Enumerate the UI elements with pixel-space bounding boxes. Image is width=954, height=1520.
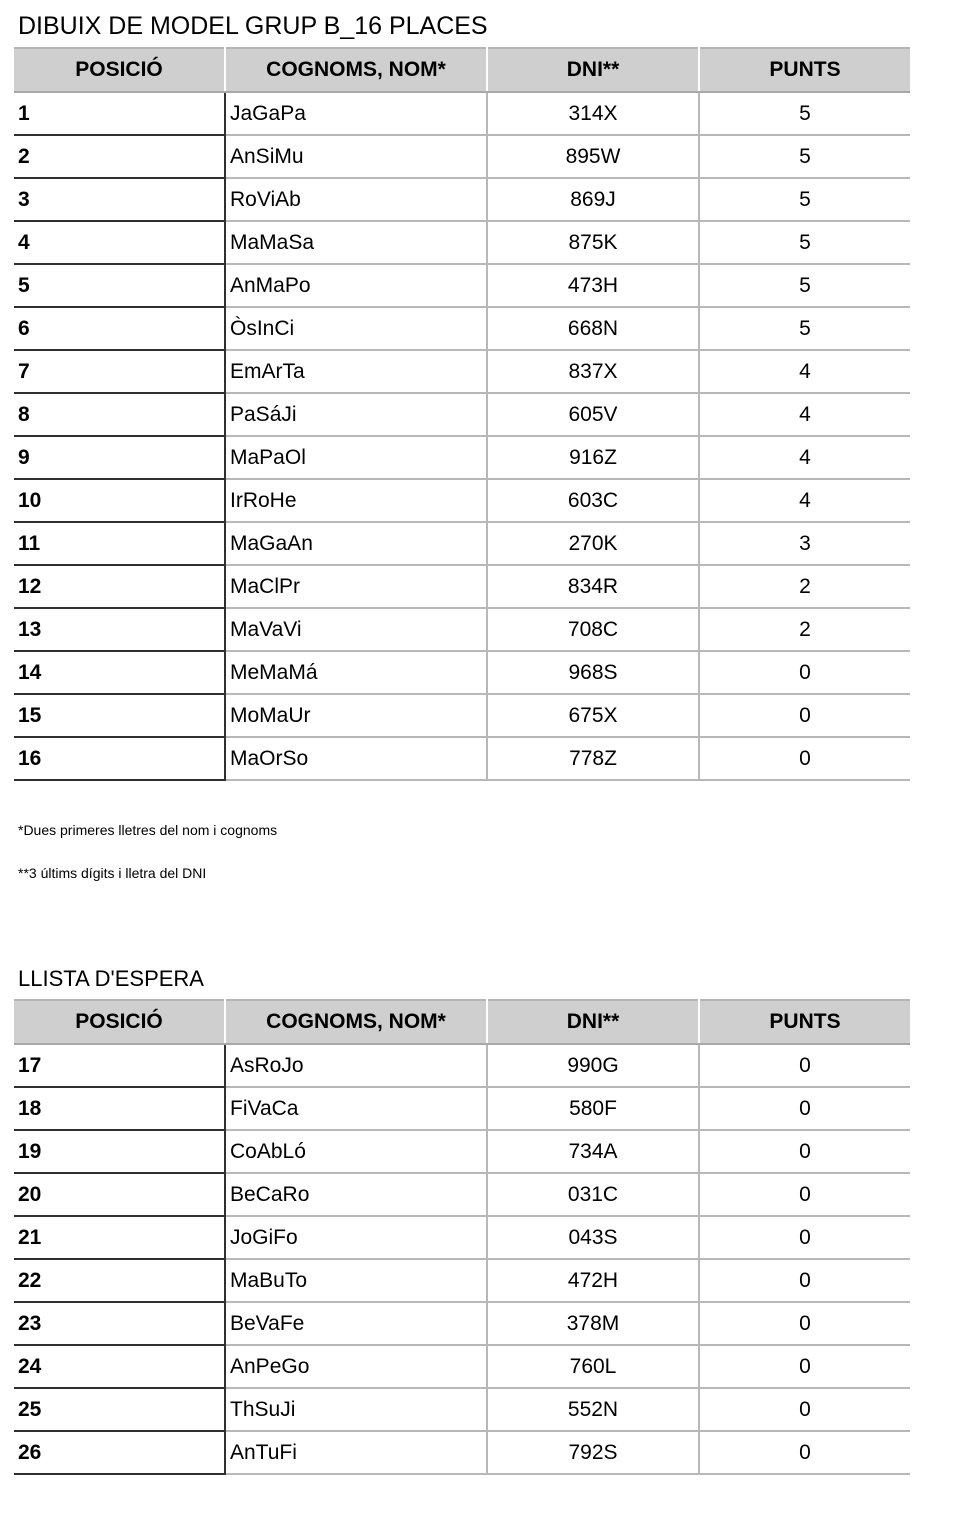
cell-punts: 0 bbox=[699, 737, 910, 780]
cell-punts: 0 bbox=[699, 1388, 910, 1431]
main-table-title: DIBUIX DE MODEL GRUP B_16 PLACES bbox=[18, 12, 488, 40]
cell-dni: 552N bbox=[487, 1388, 699, 1431]
table-row bbox=[14, 737, 910, 780]
cell-dni: 895W bbox=[487, 135, 699, 178]
cell-dni: 837X bbox=[487, 350, 699, 393]
cell-cognoms-nom: MaGaAn bbox=[225, 522, 487, 565]
cell-punts: 0 bbox=[699, 1087, 910, 1130]
cell-punts: 4 bbox=[699, 393, 910, 436]
table-row bbox=[14, 694, 910, 737]
cell-posicio: 25 bbox=[14, 1388, 225, 1431]
cell-punts: 2 bbox=[699, 565, 910, 608]
cell-cognoms-nom: PaSáJi bbox=[225, 393, 487, 436]
cell-cognoms-nom: MaPaOl bbox=[225, 436, 487, 479]
cell-cognoms-nom: EmArTa bbox=[225, 350, 487, 393]
cell-dni: 708C bbox=[487, 608, 699, 651]
cell-posicio: 26 bbox=[14, 1431, 225, 1474]
cell-cognoms-nom: AnPeGo bbox=[225, 1345, 487, 1388]
cell-punts: 4 bbox=[699, 350, 910, 393]
cell-dni: 043S bbox=[487, 1216, 699, 1259]
cell-cognoms-nom: MaClPr bbox=[225, 565, 487, 608]
header-dni: DNI** bbox=[487, 1000, 699, 1044]
header-punts: PUNTS bbox=[699, 48, 910, 92]
cell-punts: 5 bbox=[699, 92, 910, 135]
cell-dni: 734A bbox=[487, 1130, 699, 1173]
cell-cognoms-nom: AsRoJo bbox=[225, 1044, 487, 1087]
cell-posicio: 11 bbox=[14, 522, 225, 565]
cell-punts: 0 bbox=[699, 1173, 910, 1216]
cell-punts: 5 bbox=[699, 135, 910, 178]
cell-posicio: 2 bbox=[14, 135, 225, 178]
cell-dni: 834R bbox=[487, 565, 699, 608]
cell-punts: 0 bbox=[699, 1044, 910, 1087]
cell-cognoms-nom: MaVaVi bbox=[225, 608, 487, 651]
main-ranking-table bbox=[14, 47, 910, 781]
cell-dni: 778Z bbox=[487, 737, 699, 780]
cell-posicio: 17 bbox=[14, 1044, 225, 1087]
cell-posicio: 6 bbox=[14, 307, 225, 350]
table-row bbox=[14, 1302, 910, 1345]
table-row bbox=[14, 1130, 910, 1173]
table-row bbox=[14, 436, 910, 479]
cell-dni: 378M bbox=[487, 1302, 699, 1345]
table-row bbox=[14, 1388, 910, 1431]
cell-cognoms-nom: MeMaMá bbox=[225, 651, 487, 694]
cell-cognoms-nom: BeVaFe bbox=[225, 1302, 487, 1345]
cell-dni: 916Z bbox=[487, 436, 699, 479]
cell-dni: 675X bbox=[487, 694, 699, 737]
cell-posicio: 18 bbox=[14, 1087, 225, 1130]
cell-cognoms-nom: AnTuFi bbox=[225, 1431, 487, 1474]
cell-posicio: 13 bbox=[14, 608, 225, 651]
cell-posicio: 20 bbox=[14, 1173, 225, 1216]
footnote-dni: **3 últims dígits i lletra del DNI bbox=[18, 865, 207, 881]
cell-cognoms-nom: JaGaPa bbox=[225, 92, 487, 135]
cell-cognoms-nom: MaBuTo bbox=[225, 1259, 487, 1302]
cell-punts: 0 bbox=[699, 651, 910, 694]
cell-posicio: 9 bbox=[14, 436, 225, 479]
cell-cognoms-nom: AnSiMu bbox=[225, 135, 487, 178]
cell-punts: 0 bbox=[699, 1431, 910, 1474]
cell-cognoms-nom: CoAbLó bbox=[225, 1130, 487, 1173]
cell-punts: 5 bbox=[699, 307, 910, 350]
cell-posicio: 16 bbox=[14, 737, 225, 780]
cell-posicio: 14 bbox=[14, 651, 225, 694]
cell-posicio: 10 bbox=[14, 479, 225, 522]
waiting-list-title: LLISTA D'ESPERA bbox=[18, 966, 204, 991]
cell-punts: 0 bbox=[699, 1259, 910, 1302]
cell-posicio: 5 bbox=[14, 264, 225, 307]
cell-cognoms-nom: ÒsInCi bbox=[225, 307, 487, 350]
cell-dni: 314X bbox=[487, 92, 699, 135]
cell-posicio: 3 bbox=[14, 178, 225, 221]
cell-dni: 668N bbox=[487, 307, 699, 350]
cell-dni: 760L bbox=[487, 1345, 699, 1388]
cell-punts: 2 bbox=[699, 608, 910, 651]
footnote-name: *Dues primeres lletres del nom i cognoms bbox=[18, 822, 278, 838]
cell-punts: 4 bbox=[699, 436, 910, 479]
cell-cognoms-nom: BeCaRo bbox=[225, 1173, 487, 1216]
table-row bbox=[14, 350, 910, 393]
table-row bbox=[14, 135, 910, 178]
cell-punts: 5 bbox=[699, 221, 910, 264]
header-row bbox=[14, 48, 910, 92]
cell-posicio: 21 bbox=[14, 1216, 225, 1259]
cell-cognoms-nom: MaMaSa bbox=[225, 221, 487, 264]
cell-punts: 0 bbox=[699, 694, 910, 737]
header-dni: DNI** bbox=[487, 48, 699, 92]
cell-posicio: 23 bbox=[14, 1302, 225, 1345]
cell-dni: 792S bbox=[487, 1431, 699, 1474]
cell-punts: 0 bbox=[699, 1302, 910, 1345]
cell-posicio: 24 bbox=[14, 1345, 225, 1388]
cell-cognoms-nom: FiVaCa bbox=[225, 1087, 487, 1130]
header-posicio: POSICIÓ bbox=[14, 1000, 225, 1044]
cell-dni: 603C bbox=[487, 479, 699, 522]
cell-punts: 4 bbox=[699, 479, 910, 522]
table-row bbox=[14, 1087, 910, 1130]
cell-cognoms-nom: RoViAb bbox=[225, 178, 487, 221]
table-row bbox=[14, 565, 910, 608]
cell-cognoms-nom: MoMaUr bbox=[225, 694, 487, 737]
cell-posicio: 19 bbox=[14, 1130, 225, 1173]
table-row bbox=[14, 1431, 910, 1474]
header-row bbox=[14, 1000, 910, 1044]
table-row bbox=[14, 608, 910, 651]
table-row bbox=[14, 651, 910, 694]
cell-posicio: 22 bbox=[14, 1259, 225, 1302]
cell-posicio: 1 bbox=[14, 92, 225, 135]
cell-dni: 968S bbox=[487, 651, 699, 694]
waiting-list-table bbox=[14, 999, 910, 1475]
cell-dni: 875K bbox=[487, 221, 699, 264]
header-cognoms-nom: COGNOMS, NOM* bbox=[225, 1000, 487, 1044]
cell-punts: 0 bbox=[699, 1345, 910, 1388]
cell-dni: 472H bbox=[487, 1259, 699, 1302]
table-row bbox=[14, 522, 910, 565]
table-row bbox=[14, 1173, 910, 1216]
cell-dni: 580F bbox=[487, 1087, 699, 1130]
cell-cognoms-nom: JoGiFo bbox=[225, 1216, 487, 1259]
cell-posicio: 12 bbox=[14, 565, 225, 608]
table-row bbox=[14, 264, 910, 307]
header-punts: PUNTS bbox=[699, 1000, 910, 1044]
cell-cognoms-nom: MaOrSo bbox=[225, 737, 487, 780]
table-row bbox=[14, 1044, 910, 1087]
table-row bbox=[14, 1259, 910, 1302]
table-row bbox=[14, 221, 910, 264]
cell-dni: 869J bbox=[487, 178, 699, 221]
cell-posicio: 7 bbox=[14, 350, 225, 393]
cell-punts: 5 bbox=[699, 264, 910, 307]
cell-dni: 031C bbox=[487, 1173, 699, 1216]
cell-dni: 990G bbox=[487, 1044, 699, 1087]
cell-punts: 5 bbox=[699, 178, 910, 221]
header-posicio: POSICIÓ bbox=[14, 48, 225, 92]
cell-dni: 473H bbox=[487, 264, 699, 307]
cell-posicio: 4 bbox=[14, 221, 225, 264]
cell-punts: 0 bbox=[699, 1130, 910, 1173]
table-row bbox=[14, 307, 910, 350]
table-row bbox=[14, 479, 910, 522]
cell-dni: 270K bbox=[487, 522, 699, 565]
table-row bbox=[14, 393, 910, 436]
cell-cognoms-nom: ThSuJi bbox=[225, 1388, 487, 1431]
cell-posicio: 15 bbox=[14, 694, 225, 737]
cell-cognoms-nom: AnMaPo bbox=[225, 264, 487, 307]
cell-posicio: 8 bbox=[14, 393, 225, 436]
table-row bbox=[14, 178, 910, 221]
cell-punts: 0 bbox=[699, 1216, 910, 1259]
table-row bbox=[14, 1216, 910, 1259]
cell-cognoms-nom: IrRoHe bbox=[225, 479, 487, 522]
table-row bbox=[14, 1345, 910, 1388]
table-row bbox=[14, 92, 910, 135]
cell-dni: 605V bbox=[487, 393, 699, 436]
header-cognoms-nom: COGNOMS, NOM* bbox=[225, 48, 487, 92]
cell-punts: 3 bbox=[699, 522, 910, 565]
